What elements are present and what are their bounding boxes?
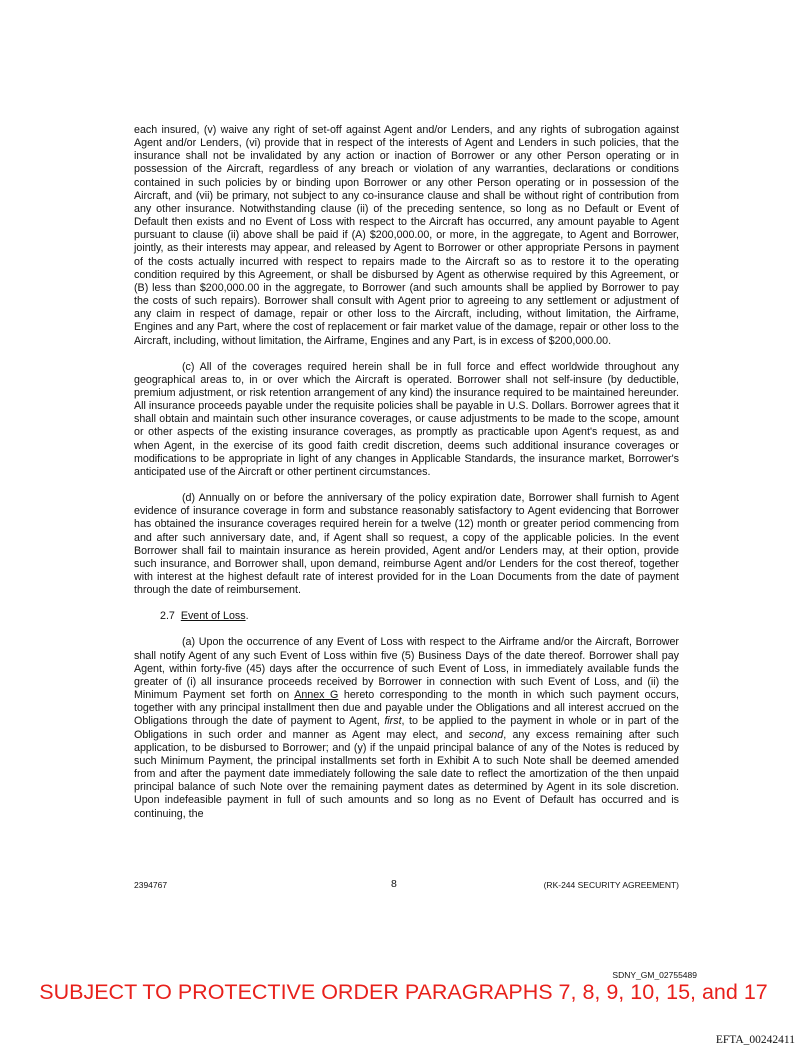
paragraph-d-annual-evidence: (d) Annually on or before the anniversary of the policy expiration date, Borrower shall furnish to Agent evidence of insurance coverage in form and substance reasonably satisfactory to Agent evidencing that Borrower has obtained the insurance coverages required herein for a twelve (12) month or greater period commencing from and after such anniversary date, and, if Agent shall so request, a copy of the applicable policies. In the event Borrower shall fail to maintain insurance as herein provided, Agent and/or Lenders may, at their option, provide such insurance, and Borrower shall, upon demand, reimburse Agent and/or Lenders for the cost thereof, together with interest at the highest default rate of interest provided for in the Loan Documents from the date of payment through the date of reimbursement. bbox=[134, 492, 679, 597]
paragraph-a-text-1: (a) Upon the occurrence of any Event of Loss with respect to the Airframe and/or the Aircraft, Borrower shall notify Agent of any such Event of Loss within five (5) Business Days of the date thereof. Borrower shall pay Agent, within forty-five (45) days after the occurrence of such Event of Loss, in immediately available funds the greater of (i) all insurance proceeds received by Borrower in connection with such Event of Loss, and (ii) the Minimum Payment set forth on bbox=[134, 636, 679, 702]
second-term: second bbox=[468, 728, 504, 741]
section-heading: 2.7 Event of Loss. bbox=[160, 610, 249, 623]
bates-number: SDNY_GM_02755489 bbox=[612, 970, 697, 980]
paragraph-a-text-2: hereto corresponding to the month in which such payment occurs, together with any principal installment then due and payable under the Obligations and all interest accrued on the Obligations through the date of payment to Agent, bbox=[134, 689, 680, 728]
paragraph-a-text-4: , any excess remaining after such application, to be disbursed to Borrower; and (y) if the unpaid principal balance of any of the Notes is reduced by such Minimum Payment, the principal installments set forth in Exhibit A to such Note shall be deemed amended from and after the payment date immediately following the sale date to reflect the amortization of the then unpaid principal balance of such Note over the remaining payment dates as determined by Agent in its sole discretion. Upon indefeasible payment in full of such amounts and so long as no Event of Default has occurred and is continuing, the bbox=[134, 728, 679, 820]
paragraph-c-coverage: (c) All of the coverages required herein shall be in full force and effect worldwide throughout any geographical areas to, in or over which the Aircraft is operated. Borrower shall not self-insure (by deductible, premium adjustment, or risk retention arrangement of any kind) the insurance required to be maintained hereunder. All insurance proceeds payable under the requisite policies shall be payable in U.S. Dollars. Borrower agrees that it shall obtain and maintain such other insurance coverages, or cause adjustments to be made to the scope, amount or other aspects of the existing insurance coverages, as promptly as practicable upon Agent's request, as and when Agent, in the exercise of its good faith credit discretion, deems such additional insurance coverages or modifications to be appropriate in light of any changes in Applicable Standards, the insurance market, Borrower's anticipated use of the Aircraft or other pertinent circumstances. bbox=[134, 360, 679, 478]
annex-g-reference: Annex G bbox=[294, 689, 339, 702]
section-title: Event of Loss bbox=[180, 610, 246, 623]
protective-order-banner: SUBJECT TO PROTECTIVE ORDER PARAGRAPHS 7, 8, 9, 10, 15, and 17 bbox=[39, 980, 768, 1004]
paragraph-insurance-continued: each insured, (v) waive any right of set-off against Agent and/or Lenders, and any rights of subrogation against Agent and/or Lenders, (vi) provide that in respect of the interests of Agent and Lenders in such policies, that the insurance shall not be invalidated by any action or inaction of Borrower or any other Person operating or in possession of the Aircraft, regardless of any breach or violation of any warranties, declarations or conditions contained in such policies by or binding upon Borrower or any other Person operating or in possession of the Aircraft, and (vii) be primary, not subject to any co-insurance clause and shall be without right of contribution from any other insurance. Notwithstanding clause (ii) of the preceding sentence, so long as no Default or Event of Default then exists and no Event of Loss with respect to the Aircraft has occurred, any amount payable to Agent pursuant to clause (ii) above shall be paid if (A) $200,000.00, or more, in the aggregate, to Agent and Borrower, jointly, as their interests may appear, and released by Agent to Borrower or other appropriate Persons in payment of the costs actually incurred with respect to repairs made to the Aircraft so as to restore it to the operating condition required by this Agreement, or shall be disbursed by Agent as otherwise required by this Agreement, or (B) less than $200,000.00 in the aggregate, to Borrower (and such amounts shall be applied by Borrower to pay the costs of such repairs). Borrower shall consult with Agent prior to agreeing to any settlement or adjustment of any claim in respect of damage, repair or other loss to the Aircraft, including, without limitation, the Airframe, Engines and any Part, where the cost of replacement or fair market value of the damage, repair or other loss to the Aircraft, including, without limitation, the Airframe, Engines and any Part, is in excess of $200,000.00. bbox=[134, 124, 679, 347]
efta-number: EFTA_00242411 bbox=[715, 1034, 795, 1046]
document-body bbox=[134, 124, 679, 834]
paragraph-a-event-of-loss bbox=[134, 636, 679, 820]
paragraph-a-text-3: , to be applied to the payment in whole or in part of the Obligations in such order and manner as Agent may elect, and bbox=[134, 715, 679, 741]
footer-doc-number: 2394767 bbox=[134, 880, 168, 890]
footer-doc-title: (RK-244 SECURITY AGREEMENT) bbox=[543, 880, 679, 890]
footer-page-number: 8 bbox=[391, 878, 397, 890]
first-term: first bbox=[384, 715, 402, 728]
section-number: 2.7 bbox=[160, 610, 175, 623]
